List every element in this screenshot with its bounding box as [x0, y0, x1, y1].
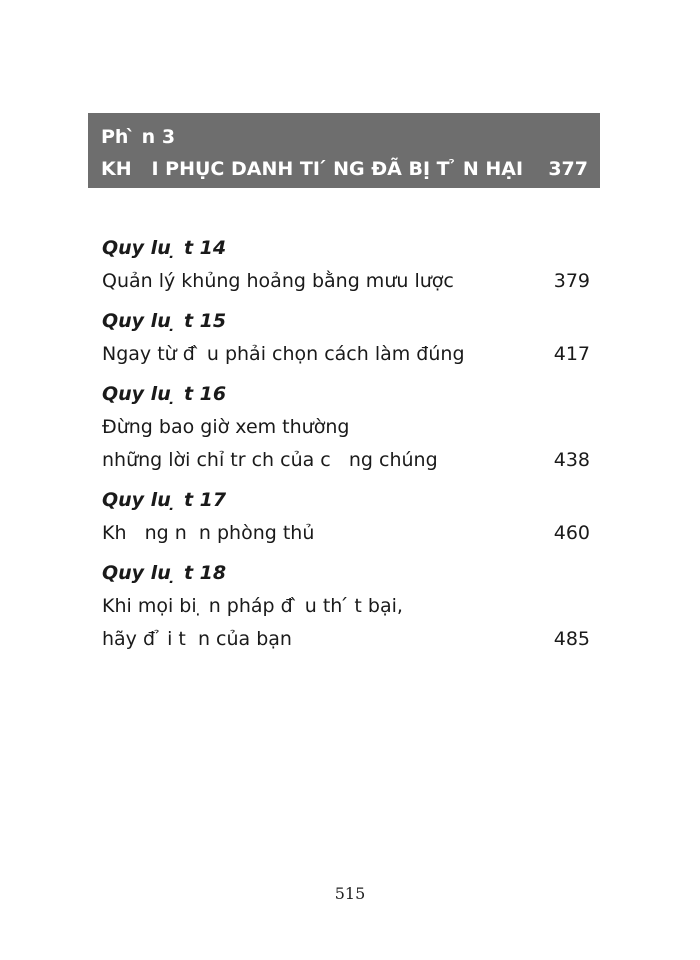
part-page: 377 [548, 158, 588, 180]
law-label: Quy lu ̣ t 18 [102, 562, 227, 584]
entry-page: 379 [553, 270, 590, 292]
law-label: Quy lu ̣ t 17 [102, 489, 227, 511]
entry-title: Kh ng n n phòng thủ [102, 522, 315, 544]
toc-entry-law-15[interactable] [102, 305, 590, 371]
part-label: Ph ̀ n 3 [101, 126, 176, 148]
entry-title-line: Đừng bao giờ xem thường [102, 416, 350, 438]
toc-entry-law-17[interactable] [102, 484, 590, 550]
entry-title: Ngay từ đ ̀ u phải chọn cách làm đúng [102, 343, 465, 365]
entry-title-row [102, 338, 590, 371]
law-label: Quy lu ̣ t 14 [102, 237, 227, 259]
law-label: Quy lu ̣ t 16 [102, 383, 227, 405]
entry-page: 417 [553, 343, 590, 365]
toc-entry-law-14[interactable] [102, 232, 590, 298]
part-title-row [101, 153, 588, 185]
entry-title-row [102, 265, 590, 298]
footer-page-number: 515 [334, 884, 366, 903]
entry-title-row [102, 623, 590, 656]
entry-page: 438 [553, 449, 590, 471]
entry-page: 460 [553, 522, 590, 544]
part-header [88, 113, 600, 188]
law-label: Quy lu ̣ t 15 [102, 310, 227, 332]
toc-entry-law-18[interactable] [102, 557, 590, 656]
entry-title: Quản lý khủng hoảng bằng mưu lược [102, 270, 454, 292]
entry-title-row [102, 517, 590, 550]
entry-page: 485 [553, 628, 590, 650]
part-title: KH I PHỤC DANH TI ́ NG ĐÃ BỊ T ̉ N HẠI [101, 158, 524, 180]
toc-entry-law-16[interactable] [102, 378, 590, 477]
table-of-contents [102, 232, 590, 663]
entry-title-line: Khi mọi bi ̣ n pháp đ ̀ u th ́ t bại, [102, 595, 403, 617]
entry-title: những lời chỉ tr ch của c ng chúng [102, 449, 438, 471]
entry-title: hãy đ ̉ i t n của bạn [102, 628, 292, 650]
entry-title-row [102, 444, 590, 477]
